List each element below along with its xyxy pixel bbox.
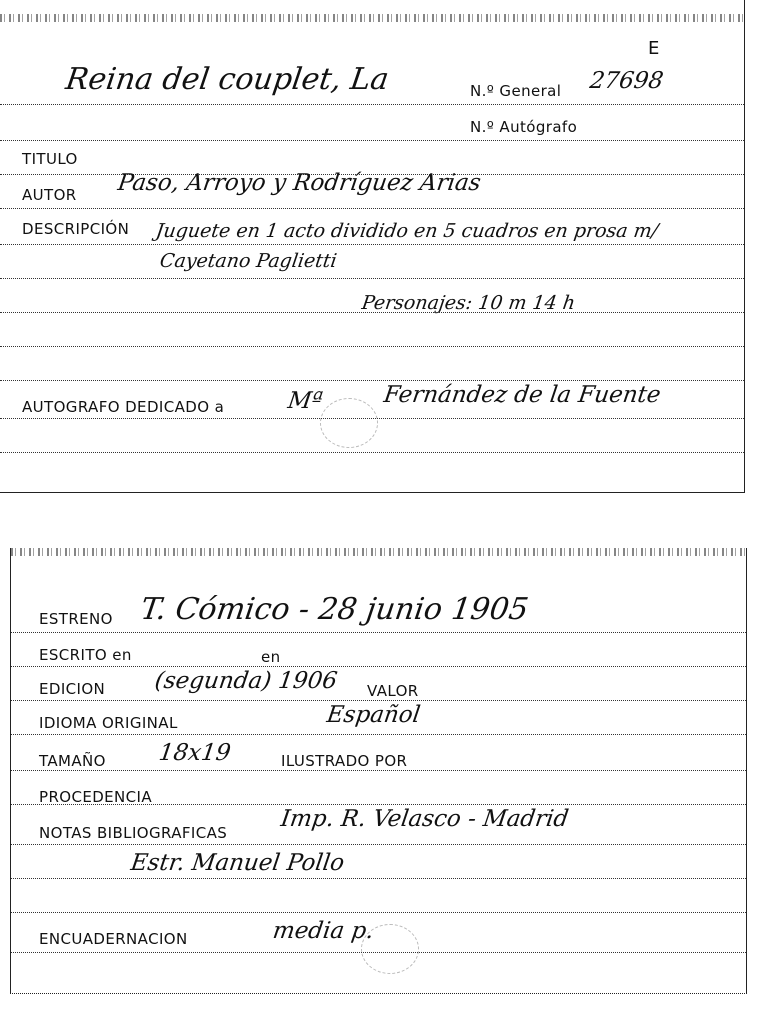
faded-stamp (320, 398, 378, 448)
rule (11, 844, 746, 845)
valor-label: VALOR (367, 682, 419, 700)
idioma-original-value: Español (325, 702, 422, 728)
titulo-label: TITULO (22, 150, 78, 168)
catalog-card-front (0, 0, 745, 493)
rule (11, 952, 746, 953)
escrito-en-label: en (261, 648, 281, 666)
rule (0, 418, 744, 419)
personajes-value: Personajes: 10 m 14 h (360, 292, 577, 314)
rule (11, 804, 746, 805)
estreno-value: T. Cómico - 28 junio 1905 (138, 592, 531, 627)
rule (0, 208, 744, 209)
rule (11, 912, 746, 913)
idioma-original-label: IDIOMA ORIGINAL (39, 714, 178, 732)
general-number-label: N.º General (470, 82, 562, 100)
scan-noise-top (0, 14, 744, 22)
autor-label: AUTOR (22, 186, 77, 204)
procedencia-label: PROCEDENCIA (39, 788, 153, 806)
rule (11, 632, 746, 633)
rule (11, 878, 746, 879)
tamano-value: 18x19 (157, 740, 233, 766)
scan-noise-top (11, 548, 746, 556)
rule (0, 140, 744, 141)
edicion-label: EDICION (39, 680, 106, 698)
rule (0, 104, 744, 105)
descripcion-value: Juguete en 1 acto dividido en 5 cuadros en prosa m/ (154, 220, 660, 242)
work-title: Reina del couplet, La (63, 62, 391, 97)
rule (11, 734, 746, 735)
rule (0, 380, 744, 381)
escrito-label: ESCRITO en (39, 646, 132, 664)
edicion-value: (segunda) 1906 (153, 668, 339, 694)
autografo-value-first: Mª (286, 388, 325, 414)
rule (0, 312, 744, 313)
rule (11, 700, 746, 701)
notas-value-line-2: Estr. Manuel Pollo (129, 850, 346, 876)
encuadernacion-value: media p. (271, 918, 376, 944)
descripcion-label: DESCRIPCIÓN (22, 220, 130, 238)
rule (0, 278, 744, 279)
general-number-value: 27698 (588, 68, 665, 94)
rule (0, 244, 744, 245)
ilustrado-por-label: ILUSTRADO POR (281, 752, 408, 770)
notas-value-line-1: Imp. R. Velasco - Madrid (279, 806, 571, 832)
autograph-number-label: N.º Autógrafo (470, 118, 578, 136)
autografo-value-second: Fernández de la Fuente (382, 382, 663, 408)
corner-mark: E (648, 38, 660, 59)
autografo-dedicado-label: AUTOGRAFO DEDICADO a (22, 398, 225, 416)
rule (11, 666, 746, 667)
estreno-label: ESTRENO (39, 610, 113, 628)
rule (11, 770, 746, 771)
catalog-card-back (10, 548, 747, 994)
notas-bibliograficas-label: NOTAS BIBLIOGRAFICAS (39, 824, 228, 842)
rule (0, 346, 744, 347)
rule (0, 452, 744, 453)
autor-value: Paso, Arroyo y Rodríguez Arias (116, 170, 483, 196)
descripcion-value-2: Cayetano Paglietti (158, 250, 339, 272)
encuadernacion-label: ENCUADERNACION (39, 930, 188, 948)
tamano-label: TAMAÑO (39, 752, 106, 770)
faded-stamp (361, 924, 419, 974)
